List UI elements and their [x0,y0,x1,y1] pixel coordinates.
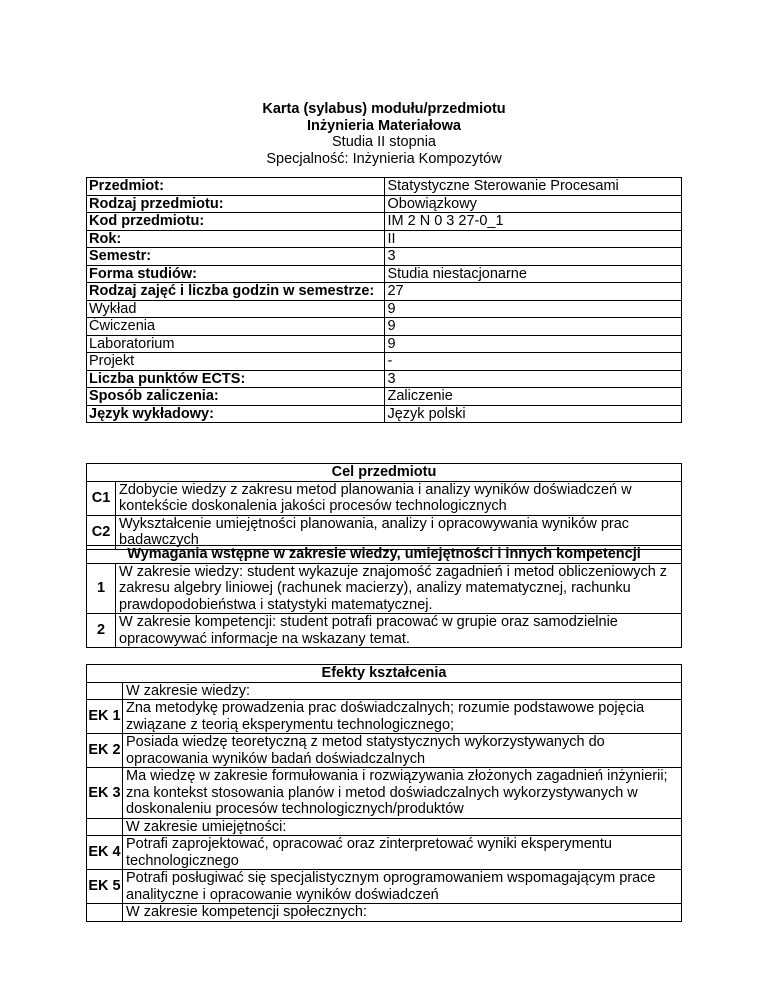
goal-text: Wykształcenie umiejętności planowania, analizy i opracowywania wyników prac badawczych [116,515,682,549]
outcome-text: Posiada wiedzę teoretyczną z metod statystycznych wykorzystywanych do opracowania wyników badań doświadczalnych [123,734,682,768]
outcome-code: EK 2 [87,734,123,768]
outcome-subheading: W zakresie umiejętności: [123,818,682,836]
info-label: Wykład [87,300,385,318]
info-label: Liczba punktów ECTS: [87,370,385,388]
info-value: II [385,230,682,248]
info-value: 9 [385,300,682,318]
header-line-3: Studia II stopnia [332,134,436,150]
outcome-text: Zna metodykę prowadzenia prac doświadczalnych; rozumie podstawowe pojęcia związane z teorią eksperymentu technologicznego; [123,700,682,734]
prerequisite-code: 1 [87,563,116,614]
goal-code: C1 [87,481,116,515]
course-goals-table [86,463,682,550]
info-label: Przedmiot: [87,178,385,196]
goal-text: Zdobycie wiedzy z zakresu metod planowania i analizy wyników doświadczeń w kontekście doskonalenia jakości procesów technologicznych [116,481,682,515]
header-line-1: Karta (sylabus) modułu/przedmiotu [262,101,506,117]
outcome-text: Potrafi posługiwać się specjalistycznym oprogramowaniem wspomagającym prace analityczne i opracowanie wyników doświadczeń [123,870,682,904]
learning-outcomes-title: Efekty kształcenia [87,665,682,683]
info-value: 9 [385,318,682,336]
info-value: 9 [385,335,682,353]
info-value: 27 [385,283,682,301]
outcome-code: EK 5 [87,870,123,904]
info-value: Obowiązkowy [385,195,682,213]
info-value: 3 [385,370,682,388]
info-value: - [385,353,682,371]
outcome-code: EK 3 [87,768,123,819]
outcome-subheading: W zakresie wiedzy: [123,682,682,700]
info-label: Forma studiów: [87,265,385,283]
outcome-text: Potrafi zaprojektować, opracować oraz zinterpretować wyniki eksperymentu technologicznego [123,836,682,870]
goal-code: C2 [87,515,116,549]
header-line-4: Specjalność: Inżynieria Kompozytów [266,150,502,167]
outcome-code: EK 4 [87,836,123,870]
info-value: Język polski [385,405,682,423]
info-value: Studia niestacjonarne [385,265,682,283]
course-info-table [86,177,682,423]
info-value: IM 2 N 0 3 27-0_1 [385,213,682,231]
prerequisite-text: W zakresie kompetencji: student potrafi pracować w grupie oraz samodzielnie opracowywać informacje na wskazany temat. [116,614,682,648]
info-label: Kod przedmiotu: [87,213,385,231]
info-label: Sposób zaliczenia: [87,388,385,406]
info-label: Ćwiczenia [87,318,385,336]
prerequisite-code: 2 [87,614,116,648]
learning-outcomes-table [86,664,682,922]
info-label: Rok: [87,230,385,248]
info-value: 3 [385,248,682,266]
outcome-code-empty [87,818,123,836]
info-label: Rodzaj przedmiotu: [87,195,385,213]
info-label: Semestr: [87,248,385,266]
outcome-code: EK 1 [87,700,123,734]
prerequisite-text: W zakresie wiedzy: student wykazuje znajomość zagadnień i metod obliczeniowych z zakresu algebry liniowej (rachunek macierzy), analizy matematycznej, rachunku prawdopodobieństwa i statystyki matematycznej. [116,563,682,614]
document-header [0,101,768,167]
header-line-2: Inżynieria Materiałowa [307,117,461,134]
prerequisites-table [86,545,682,648]
outcome-text: Ma wiedzę w zakresie formułowania i rozwiązywania złożonych zagadnień inżynierii; zna kontekst stosowania planów i metod doświadczalnych wykorzystywanych w doskonaleniu procesów technologicznych/produktów [123,768,682,819]
course-goals-title: Cel przedmiotu [87,464,682,482]
info-value: Zaliczenie [385,388,682,406]
info-label: Projekt [87,353,385,371]
outcome-subheading: W zakresie kompetencji społecznych: [123,904,682,922]
info-label: Rodzaj zajęć i liczba godzin w semestrze: [87,283,385,301]
info-label: Laboratorium [87,335,385,353]
prerequisites-title: Wymagania wstępne w zakresie wiedzy, umiejętności i innych kompetencji [87,546,682,564]
info-value: Statystyczne Sterowanie Procesami [385,178,682,196]
outcome-code-empty [87,904,123,922]
info-label: Język wykładowy: [87,405,385,423]
outcome-code-empty [87,682,123,700]
